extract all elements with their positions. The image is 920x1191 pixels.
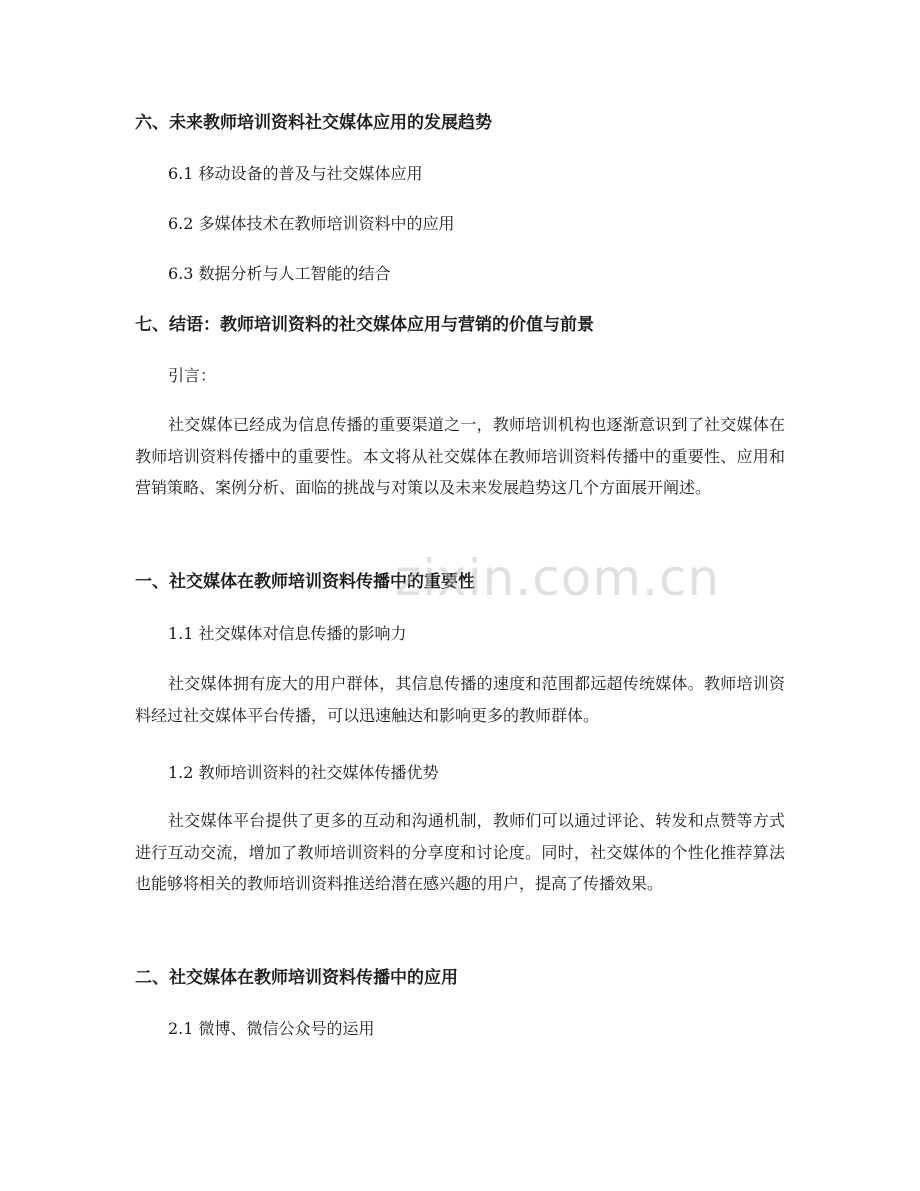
section-heading-1: 一、社交媒体在教师培训资料传播中的重要性 xyxy=(135,572,475,592)
subheading-1-1: 1.1 社交媒体对信息传播的影响力 xyxy=(168,624,407,643)
subheading-6-1: 6.1 移动设备的普及与社交媒体应用 xyxy=(168,164,423,183)
subheading-6-3: 6.3 数据分析与人工智能的结合 xyxy=(168,264,391,283)
paragraph-1-1: 社交媒体拥有庞大的用户群体，其信息传播的速度和范围都远超传统媒体。教师培训资料经过社交媒体平台传播，可以迅速触达和影响更多的教师群体。 xyxy=(135,674,785,725)
paragraph-1-2: 社交媒体平台提供了更多的互动和沟通机制，教师们可以通过评论、转发和点赞等方式进行互动交流，增加了教师培训资料的分享度和讨论度。同时，社交媒体的个性化推荐算法也能够将相关的教师培训资料推送给潜在感兴趣的用户，提高了传播效果。 xyxy=(135,811,785,893)
watermark: zixin.com.cn xyxy=(395,549,721,607)
section-heading-2: 二、社交媒体在教师培训资料传播中的应用 xyxy=(135,968,458,988)
subheading-2-1: 2.1 微博、微信公众号的运用 xyxy=(168,1019,375,1038)
intro-label: 引言： xyxy=(168,366,217,385)
section-heading-7: 七、结语：教师培训资料的社交媒体应用与营销的价值与前景 xyxy=(135,315,594,335)
subheading-6-2: 6.2 多媒体技术在教师培训资料中的应用 xyxy=(168,214,455,233)
intro-paragraph: 社交媒体已经成为信息传播的重要渠道之一，教师培训机构也逐渐意识到了社交媒体在教师培训资料传播中的重要性。本文将从社交媒体在教师培训资料传播中的重要性、应用和营销策略、案例分析、面临的挑战与对策以及未来发展趋势这几个方面展开阐述。 xyxy=(135,415,785,497)
section-heading-6: 六、未来教师培训资料社交媒体应用的发展趋势 xyxy=(135,113,492,133)
subheading-1-2: 1.2 教师培训资料的社交媒体传播优势 xyxy=(168,763,439,782)
